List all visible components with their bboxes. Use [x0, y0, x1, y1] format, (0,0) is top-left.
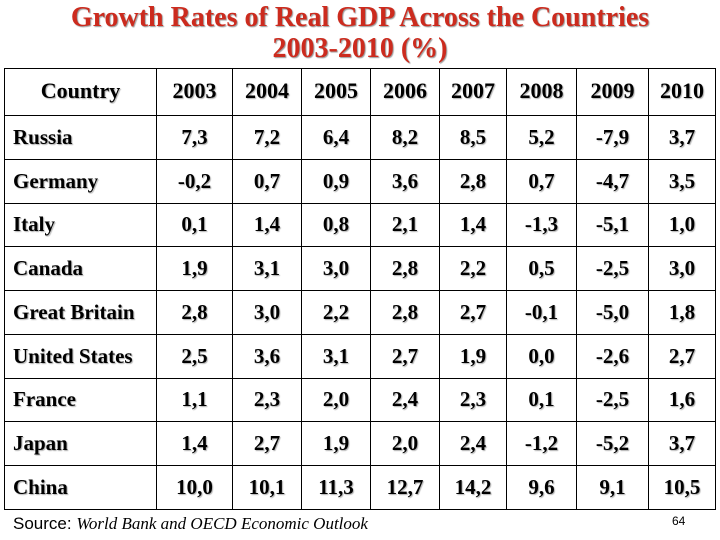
table-row	[5, 291, 716, 335]
table-row	[5, 466, 716, 510]
growth-value-cell: 1,4	[233, 203, 302, 247]
table-row	[5, 422, 716, 466]
table-row	[5, 247, 716, 291]
growth-value-cell: -7,9	[577, 116, 649, 160]
growth-value-cell: 2,8	[371, 291, 440, 335]
header-country: Country	[5, 69, 157, 116]
header-year: 2005	[302, 69, 371, 116]
source-text: World Bank and OECD Economic Outlook	[76, 514, 368, 533]
growth-value-cell: -0,2	[157, 159, 233, 203]
growth-value-cell: 2,1	[371, 203, 440, 247]
country-cell: Great Britain	[5, 291, 157, 335]
growth-value-cell: 9,6	[507, 466, 577, 510]
growth-value-cell: 3,6	[233, 334, 302, 378]
country-cell: China	[5, 466, 157, 510]
table-row	[5, 378, 716, 422]
table-row	[5, 203, 716, 247]
header-year: 2008	[507, 69, 577, 116]
growth-value-cell: 0,7	[233, 159, 302, 203]
growth-value-cell: 8,2	[371, 116, 440, 160]
header-year: 2007	[440, 69, 507, 116]
header-year: 2003	[157, 69, 233, 116]
growth-value-cell: 10,0	[157, 466, 233, 510]
growth-value-cell: 2,5	[157, 334, 233, 378]
growth-value-cell: 3,1	[233, 247, 302, 291]
country-cell: Germany	[5, 159, 157, 203]
growth-value-cell: 1,9	[440, 334, 507, 378]
header-year: 2010	[649, 69, 716, 116]
growth-value-cell: 0,0	[507, 334, 577, 378]
table-row	[5, 334, 716, 378]
growth-value-cell: 2,4	[371, 378, 440, 422]
growth-value-cell: 1,0	[649, 203, 716, 247]
growth-value-cell: 3,0	[233, 291, 302, 335]
growth-value-cell: -1,3	[507, 203, 577, 247]
growth-value-cell: 14,2	[440, 466, 507, 510]
country-cell: Russia	[5, 116, 157, 160]
header-row	[5, 69, 716, 116]
growth-value-cell: 1,6	[649, 378, 716, 422]
growth-value-cell: 1,8	[649, 291, 716, 335]
growth-value-cell: 10,1	[233, 466, 302, 510]
growth-value-cell: 1,1	[157, 378, 233, 422]
header-year: 2006	[371, 69, 440, 116]
growth-value-cell: -2,6	[577, 334, 649, 378]
growth-value-cell: 3,7	[649, 116, 716, 160]
growth-value-cell: 1,4	[440, 203, 507, 247]
growth-value-cell: -5,2	[577, 422, 649, 466]
gdp-table-container	[4, 68, 715, 510]
growth-value-cell: 2,3	[233, 378, 302, 422]
growth-value-cell: -5,1	[577, 203, 649, 247]
growth-value-cell: 5,2	[507, 116, 577, 160]
growth-value-cell: 0,1	[157, 203, 233, 247]
growth-value-cell: 6,4	[302, 116, 371, 160]
title-line-2: 2003-2010 (%)	[272, 33, 448, 64]
growth-value-cell: 2,8	[157, 291, 233, 335]
growth-value-cell: 2,3	[440, 378, 507, 422]
source-prefix: Source:	[13, 514, 77, 533]
growth-value-cell: 3,7	[649, 422, 716, 466]
growth-value-cell: 0,8	[302, 203, 371, 247]
growth-value-cell: 2,7	[440, 291, 507, 335]
growth-value-cell: -2,5	[577, 247, 649, 291]
growth-value-cell: 0,1	[507, 378, 577, 422]
growth-value-cell: 2,8	[440, 159, 507, 203]
growth-value-cell: 3,5	[649, 159, 716, 203]
growth-value-cell: 8,5	[440, 116, 507, 160]
growth-value-cell: 2,2	[440, 247, 507, 291]
growth-value-cell: 12,7	[371, 466, 440, 510]
growth-value-cell: 2,7	[371, 334, 440, 378]
country-cell: Japan	[5, 422, 157, 466]
title-line-1: Growth Rates of Real GDP Across the Countries	[70, 2, 650, 33]
growth-value-cell: 7,2	[233, 116, 302, 160]
header-year: 2004	[233, 69, 302, 116]
gdp-growth-table	[4, 68, 716, 510]
growth-value-cell: 0,5	[507, 247, 577, 291]
table-header	[5, 69, 716, 116]
growth-value-cell: 3,0	[649, 247, 716, 291]
growth-value-cell: 3,1	[302, 334, 371, 378]
growth-value-cell: 2,4	[440, 422, 507, 466]
country-cell: United States	[5, 334, 157, 378]
growth-value-cell: -4,7	[577, 159, 649, 203]
growth-value-cell: 3,6	[371, 159, 440, 203]
country-cell: Italy	[5, 203, 157, 247]
slide-title	[0, 2, 720, 64]
source-note	[13, 514, 368, 534]
growth-value-cell: 7,3	[157, 116, 233, 160]
growth-value-cell: 2,0	[302, 378, 371, 422]
growth-value-cell: 1,9	[157, 247, 233, 291]
growth-value-cell: 0,9	[302, 159, 371, 203]
table-row	[5, 159, 716, 203]
growth-value-cell: 10,5	[649, 466, 716, 510]
growth-value-cell: 2,7	[649, 334, 716, 378]
header-year: 2009	[577, 69, 649, 116]
growth-value-cell: 3,0	[302, 247, 371, 291]
growth-value-cell: 2,2	[302, 291, 371, 335]
growth-value-cell: 2,8	[371, 247, 440, 291]
country-cell: France	[5, 378, 157, 422]
table-body	[5, 116, 716, 510]
growth-value-cell: -5,0	[577, 291, 649, 335]
growth-value-cell: -0,1	[507, 291, 577, 335]
growth-value-cell: 1,4	[157, 422, 233, 466]
growth-value-cell: 9,1	[577, 466, 649, 510]
table-row	[5, 116, 716, 160]
page-number: 64	[672, 514, 686, 528]
growth-value-cell: 2,7	[233, 422, 302, 466]
growth-value-cell: 2,0	[371, 422, 440, 466]
growth-value-cell: -2,5	[577, 378, 649, 422]
growth-value-cell: 0,7	[507, 159, 577, 203]
country-cell: Canada	[5, 247, 157, 291]
growth-value-cell: -1,2	[507, 422, 577, 466]
growth-value-cell: 11,3	[302, 466, 371, 510]
growth-value-cell: 1,9	[302, 422, 371, 466]
